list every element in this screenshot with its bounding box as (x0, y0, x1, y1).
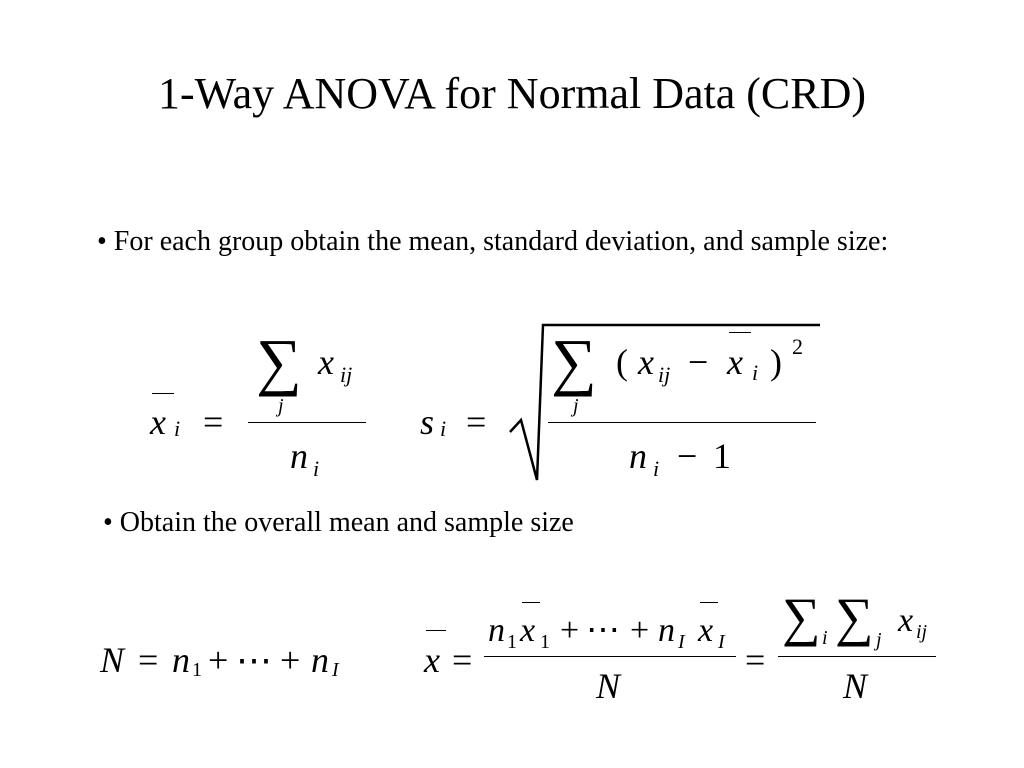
mean-x: x (150, 402, 166, 442)
plus-sign: + (560, 612, 580, 649)
denominator-N: N (596, 666, 621, 706)
n-I: n (311, 640, 329, 680)
sum-index-j: j (278, 395, 284, 417)
num-x-1: x (520, 612, 536, 649)
sub-I: I (332, 659, 339, 681)
fraction-bar (248, 422, 366, 423)
denominator-sub-i: i (313, 456, 320, 481)
right-paren: ) (770, 342, 782, 382)
exponent-2: 2 (792, 334, 803, 359)
summation-symbol: ∑ (835, 587, 874, 647)
num-sub-ij: ij (916, 621, 928, 643)
minus-sign: − (677, 436, 698, 476)
num-x-sub-I: I (718, 631, 725, 653)
denominator-one: 1 (713, 436, 731, 476)
mean-x: x (727, 342, 743, 382)
slide-title: 1-Way ANOVA for Normal Data (CRD) (157, 69, 867, 118)
sd-sub-i: i (440, 416, 447, 441)
equals-sign: = (745, 640, 766, 680)
numerator-sub-ij: ij (340, 362, 353, 387)
denominator-n: n (290, 436, 308, 476)
left-paren: ( (616, 342, 628, 382)
equals-sign: = (452, 640, 473, 680)
denominator-n: n (629, 436, 647, 476)
sub-1: 1 (192, 659, 202, 681)
sum-index-i: i (822, 627, 828, 649)
num-sub-I: I (678, 631, 685, 653)
summation-symbol: ∑ (256, 326, 302, 397)
bullet-overall-mean: • Obtain the overall mean and sample size (103, 507, 574, 538)
num-sub-1: 1 (507, 631, 517, 653)
total-N: N (100, 640, 125, 680)
equals-sign: = (203, 402, 224, 442)
bullet-group-stats: • For each group obtain the mean, standard deviation, and sample size: (97, 226, 889, 257)
n-1: n (172, 640, 190, 680)
sum-index-j: j (573, 395, 579, 417)
numerator-sub-ij: ij (658, 362, 671, 387)
plus-sign: + (630, 612, 650, 649)
num-n-I: n (658, 612, 675, 649)
num-x: x (898, 602, 914, 639)
num-n-1: n (488, 612, 505, 649)
fraction-bar (548, 422, 816, 423)
equals-sign: = (138, 640, 159, 680)
sum-index-j: j (876, 629, 882, 651)
plus-sign: + (208, 640, 229, 680)
summation-symbol: ∑ (551, 326, 597, 397)
grand-mean-bar (426, 630, 446, 631)
mean-bar (152, 393, 174, 394)
mean-sub-i: i (752, 360, 759, 385)
fraction-bar (484, 656, 736, 657)
ellipsis: ⋯ (586, 612, 620, 649)
ellipsis: ⋯ (236, 640, 272, 680)
summation-symbol: ∑ (782, 587, 821, 647)
numerator-x: x (318, 342, 334, 382)
denominator-N: N (843, 666, 868, 706)
fraction-bar (778, 656, 936, 657)
mean-sub-i: i (174, 416, 181, 441)
num-x-I-bar (700, 602, 718, 603)
plus-sign: + (280, 640, 301, 680)
sd-s: s (420, 402, 435, 442)
num-x-1-bar (522, 602, 540, 603)
denominator-sub-i: i (653, 456, 660, 481)
num-x-I: x (698, 612, 714, 649)
grand-mean-x: x (424, 640, 440, 680)
mean-bar (729, 332, 751, 333)
minus-sign: − (688, 342, 709, 382)
num-x-sub-1: 1 (540, 631, 550, 653)
equals-sign: = (466, 402, 487, 442)
numerator-x: x (638, 342, 654, 382)
